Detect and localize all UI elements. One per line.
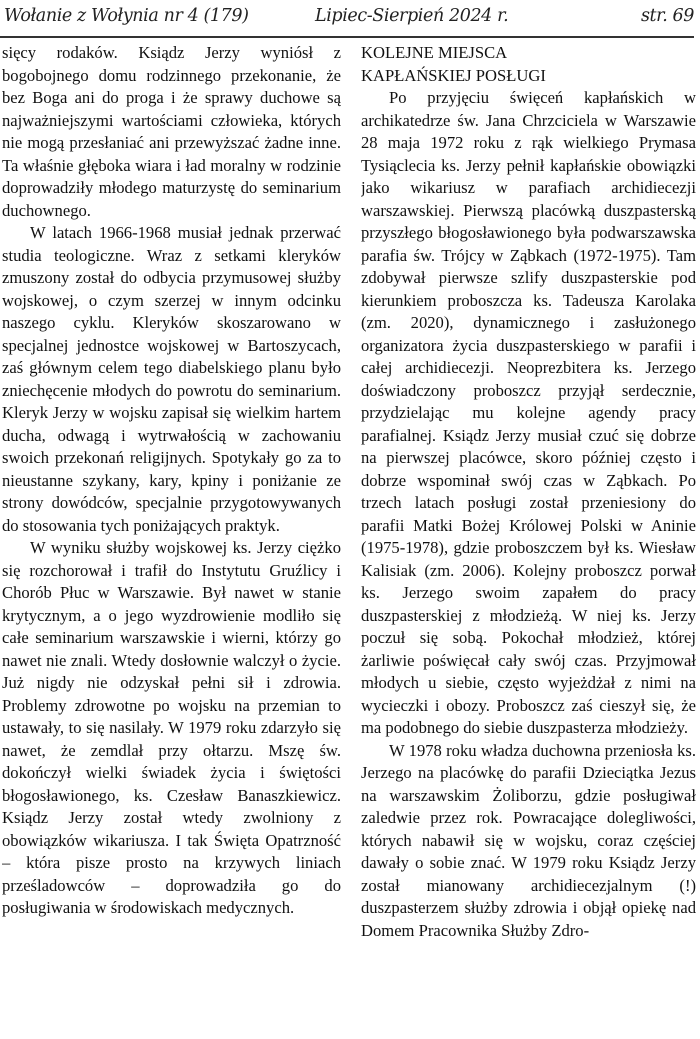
- paragraph: W latach 1966-1968 musiał jednak przerwać studia teologiczne. Wraz z setkami kleryków zmuszony został do odbycia przymusowej służby wojskowej, o czym szerzej w innym odcinku naszego cyklu. Kleryków skoszarowano w specjalnej jednostce wojskowej w Bartoszycach, zaś głównym celem tego diabelskiego planu było zniechęcenie młodych do powrotu do seminarium. Kleryk Jerzy w wojsku zapisał się wielkim hartem ducha, odwagą i wytrwałością w zachowaniu swoich przekonań religijnych. Spotykały go za to nieustanne szykany, kary, kpiny i poniżanie ze strony dowódców, specjalnie przygotowywanych do stosowania tych poniżających praktyk.: [2, 223, 341, 535]
- section-heading: [361, 42, 696, 87]
- right-column: [361, 42, 696, 1032]
- section-heading-line-2: KAPŁAŃSKIEJ POSŁUGI: [361, 65, 546, 85]
- header-page-number: str. 69: [640, 6, 694, 26]
- paragraph: W wyniku służby wojskowej ks. Jerzy ciężko się rozchorował i trafił do Instytutu Gruźlicy i Chorób Płuc w Warszawie. Był nawet w stanie krytycznym, a o jego wyzdrowienie modliło się całe seminarium warszawskie i wierni, którzy go nawet nie znali. Wtedy dosłownie walczył o życie. Już nigdy nie odzyskał pełni sił i zdrowia. Problemy zdrowotne po wojsku na przemian to ustawały, to się nasilały. W 1979 roku zdarzyło się nawet, że zemdlał przy ołtarzu. Mszę św. dokończył wielki świadek życia i świętości błogosławionego, ks. Czesław Banaszkiewicz. Ksiądz Jerzy został wtedy zwolniony z obowiązków wikariusza. I tak Święta Opatrzność – która pisze prosto na krzywych liniach prześladowców – doprowadziła go do posługiwania w środowiskach medycznych.: [2, 538, 341, 917]
- header-divider: [0, 36, 694, 38]
- section-heading-line-1: KOLEJNE MIEJSCA: [361, 43, 508, 62]
- header-date: Lipiec-Sierpień 2024 r.: [315, 6, 509, 26]
- header-magazine-issue: Wołanie z Wołynia nr 4 (179): [4, 6, 249, 26]
- left-column: [2, 42, 341, 1032]
- running-header: [0, 0, 694, 34]
- paragraph: sięcy rodaków. Ksiądz Jerzy wyniósł z bogobojnego domu rodzinnego przekonanie, że bez Boga ani do proga i że sprawy duchowe są najważniejszymi wartościami człowieka, których nie mogą przesłaniać ani przewyższać żadne inne. Ta właśnie głęboka wiara i ład moralny w rodzinie doprowadziły młodego maturzystę do seminarium duchownego.: [2, 43, 341, 220]
- paragraph: Po przyjęciu święceń kapłańskich w archikatedrze św. Jana Chrzciciela w Warszawie 28 maja 1972 roku z rąk wielkiego Prymasa Tysiąclecia ks. Jerzy pełnił kapłańskie obowiązki jako wikariusz w parafiach archidiecezji warszawskiej. Pierwszą placówką duszpasterską przyszłego błogosławionego była podwarszawska parafia św. Trójcy w Ząbkach (1972-1975). Tam zdobywał pierwsze szlify duszpasterskie pod kierunkiem proboszcza ks. Tadeusza Karolaka (zm. 2020), dynamicznego i zasłużonego organizatora życia duszpasterskiego w parafii i całej archidiecezji. Neoprezbitera ks. Jerzego doświadczony proboszcz przyjął serdecznie, przydzielając mu kolejne agendy pracy parafialnej. Ksiądz Jerzy musiał czuć się dobrze na pierwszej placówce, skoro później często i dobrze wspominał swój czas w Ząbkach. Po trzech latach posługi został przeniesiony do parafii Matki Bożej Królowej Polski w Aninie (1975-1978), gdzie proboszczem był ks. Wiesław Kalisiak (zm. 2006). Kolejny proboszcz porwał ks. Jerzego swoim zapałem do pracy duszpasterskiej z młodzieżą. W niej ks. Jerzy poczuł się sobą. Pokochał młodzież, której żarliwie poświęcał cały swój czas. Przyjmował młodych u siebie, często wyjeżdżał z nimi na wycieczki i obozy. Proboszcz zaś cieszył się, że ma podobnego do siebie duszpasterza młodzieży.: [361, 88, 696, 737]
- paragraph: W 1978 roku władza duchowna przeniosła ks. Jerzego na placówkę do parafii Dzieciątka Jezus na warszawskim Żoliborzu, gdzie posługiwał zaledwie przez rok. Powracające dolegliwości, których nabawił się w wojsku, coraz częściej dawały o sobie znać. W 1979 roku Ksiądz Jerzy został mianowany archidiecezjalnym (!) duszpasterzem służby zdrowia i objął opiekę nad Domem Pracownika Służby Zdro-: [361, 740, 696, 940]
